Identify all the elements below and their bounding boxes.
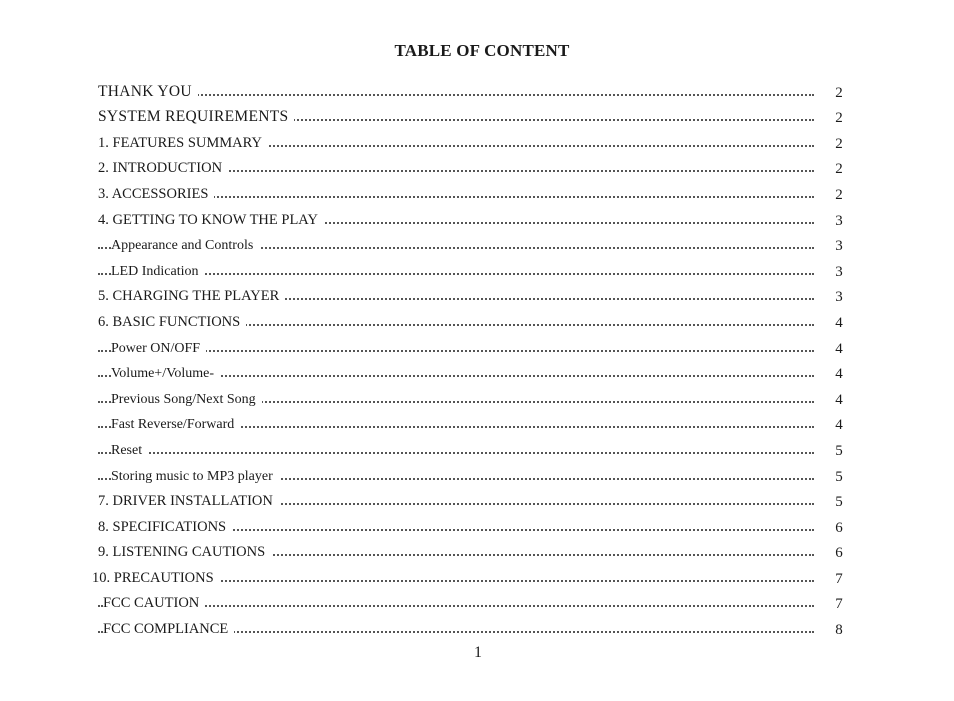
toc-entry-page: 7 [835,570,843,587]
dot-leader [98,452,814,454]
toc-entry-label: 9. LISTENING CAUTIONS [98,544,271,561]
toc-entry [0,104,954,130]
toc-entry-label: FCC CAUTION [103,595,205,612]
toc-entry-page: 4 [835,314,843,331]
toc-entry-label: 10. PRECAUTIONS [92,570,220,587]
toc-entry-page: 8 [835,622,843,639]
toc-entry-label: THANK YOU [98,83,198,101]
toc-entry-label: Fast Reverse/Forward [111,417,240,433]
toc-entry-label: LED Indication [111,264,204,280]
toc-entry-page: 3 [835,238,843,255]
toc-entry-page: 6 [835,519,843,536]
toc-entry-label: 6. BASIC FUNCTIONS [98,314,246,331]
toc-entry [0,615,954,641]
toc-entry-page: 6 [835,545,843,562]
toc-entry-page: 3 [835,212,843,229]
toc-entry-page: 2 [835,84,843,101]
toc-entry-label: 2. INTRODUCTION [98,160,228,177]
toc-entry-page: 7 [835,596,843,613]
page-number: 1 [474,644,482,661]
toc-entry-page: 2 [835,110,843,127]
toc-entry-label: Reset [111,443,148,459]
toc-entry-label: Power ON/OFF [111,341,206,357]
toc-entry-page: 2 [835,135,843,152]
toc-entry-label: 5. CHARGING THE PLAYER [98,288,285,305]
toc-entry [0,78,954,104]
toc-title: TABLE OF CONTENT [394,41,570,60]
toc-entry [0,308,954,334]
toc-entry-label: FCC COMPLIANCE [103,621,234,638]
toc-entry-label: Storing music to MP3 player [111,469,279,485]
dot-leader [98,605,814,607]
toc-entry [0,232,954,258]
toc-entry [0,436,954,462]
toc-entry-page: 4 [835,417,843,434]
toc-entry [0,488,954,514]
toc-entry [0,180,954,206]
toc-entry-page: 3 [835,289,843,306]
toc-entry-page: 2 [835,186,843,203]
dot-leader [98,273,814,275]
toc-entry-label: 1. FEATURES SUMMARY [98,135,268,152]
toc-entry-label: Volume+/Volume- [111,366,220,382]
toc-entry [0,590,954,616]
toc-entry [0,360,954,386]
toc-entry-label: Previous Song/Next Song [111,392,262,408]
toc-entry-label: Appearance and Controls [111,238,259,254]
toc-entry-page: 4 [835,366,843,383]
toc-entry [0,513,954,539]
toc-entry-page: 5 [835,468,843,485]
toc-entry-page: 5 [835,494,843,511]
toc-entry [0,411,954,437]
toc-entry [0,462,954,488]
toc-entry-label: 8. SPECIFICATIONS [98,519,232,536]
toc-entry [0,385,954,411]
toc-entry [0,155,954,181]
toc-entry [0,257,954,283]
toc-list [0,78,954,641]
toc-entry-page: 2 [835,161,843,178]
toc-entry-page: 3 [835,263,843,280]
toc-entry-page: 4 [835,340,843,357]
toc-entry-page: 4 [835,391,843,408]
toc-entry-page: 5 [835,442,843,459]
toc-entry [0,283,954,309]
toc-entry [0,539,954,565]
toc-entry-label: 7. DRIVER INSTALLATION [98,493,279,510]
toc-entry-label: 4. GETTING TO KNOW THE PLAY [98,212,324,229]
toc-entry [0,129,954,155]
dot-leader [98,94,814,96]
toc-entry-label: SYSTEM REQUIREMENTS [98,108,294,126]
toc-entry-label: 3. ACCESSORIES [98,186,214,203]
toc-entry [0,564,954,590]
toc-entry [0,206,954,232]
toc-entry [0,334,954,360]
